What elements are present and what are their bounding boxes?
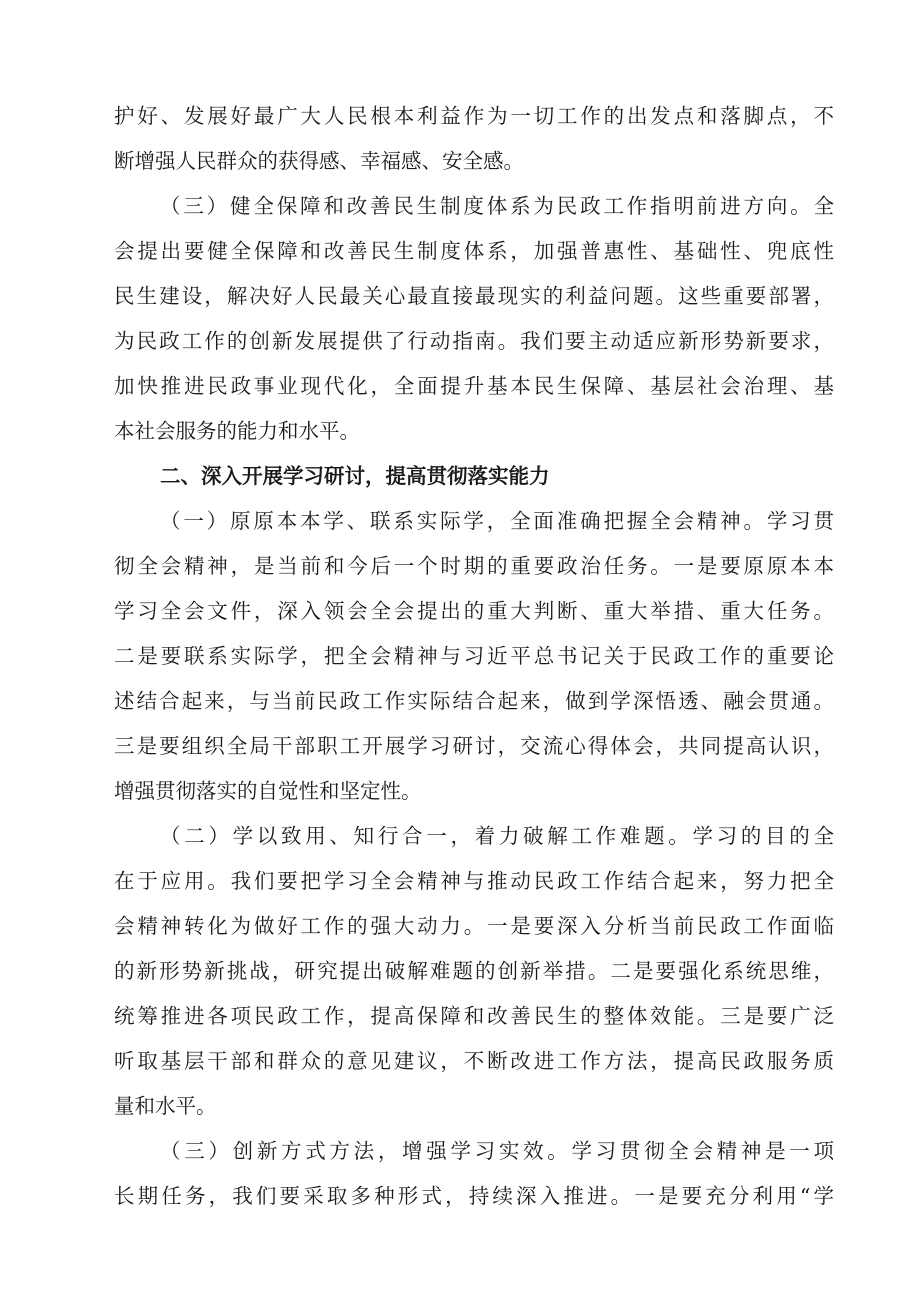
body-line: 会提出要健全保障和改善民生制度体系，加强普惠性、基础性、兜底性: [114, 239, 834, 263]
body-line: 断增强人民群众的获得感、幸福感、安全感。: [114, 149, 524, 173]
body-line: 述结合起来，与当前民政工作实际结合起来，做到学深悟透、融会贯通。: [114, 689, 834, 713]
body-line: 加快推进民政事业现代化，全面提升基本民生保障、基层社会治理、基: [114, 374, 834, 398]
body-line: 长期任务，我们要采取多种形式，持续深入推进。一是要充分利用“学: [114, 1184, 834, 1208]
body-line: 会精神转化为做好工作的强大动力。一是要深入分析当前民政工作面临: [114, 914, 834, 938]
paragraph-first-line: （三）健全保障和改善民生制度体系为民政工作指明前进方向。全: [160, 194, 834, 218]
body-line: 三是要组织全局干部职工开展学习研讨，交流心得体会，共同提高认识，: [114, 734, 834, 758]
body-line: 统筹推进各项民政工作，提高保障和改善民生的整体效能。三是要广泛: [114, 1004, 834, 1028]
body-line: 量和水平。: [114, 1094, 217, 1118]
body-line: 民生建设，解决好人民最关心最直接最现实的利益问题。这些重要部署，: [114, 284, 834, 308]
body-line: 在于应用。我们要把学习全会精神与推动民政工作结合起来，努力把全: [114, 869, 834, 893]
body-line: 二是要联系实际学，把全会精神与习近平总书记关于民政工作的重要论: [114, 644, 834, 668]
paragraph-first-line: （一）原原本本学、联系实际学，全面准确把握全会精神。学习贯: [160, 509, 834, 533]
body-line: 护好、发展好最广大人民根本利益作为一切工作的出发点和落脚点，不: [114, 104, 834, 128]
paragraph-first-line: （三）创新方式方法，增强学习实效。学习贯彻全会精神是一项: [160, 1139, 834, 1163]
body-line: 学习全会文件，深入领会全会提出的重大判断、重大举措、重大任务。: [114, 599, 834, 623]
body-line: 本社会服务的能力和水平。: [114, 419, 360, 443]
body-line: 听取基层干部和群众的意见建议，不断改进工作方法，提高民政服务质: [114, 1049, 834, 1073]
body-line: 为民政工作的创新发展提供了行动指南。我们要主动适应新形势新要求，: [114, 329, 834, 353]
paragraph-first-line: （二）学以致用、知行合一，着力破解工作难题。学习的目的全: [160, 824, 834, 848]
body-line: 增强贯彻落实的自觉性和坚定性。: [114, 779, 422, 803]
section-heading: 二、深入开展学习研讨，提高贯彻落实能力: [160, 464, 550, 488]
body-line: 的新形势新挑战，研究提出破解难题的创新举措。二是要强化系统思维，: [114, 959, 834, 983]
body-line: 彻全会精神，是当前和今后一个时期的重要政治任务。一是要原原本本: [114, 554, 834, 578]
